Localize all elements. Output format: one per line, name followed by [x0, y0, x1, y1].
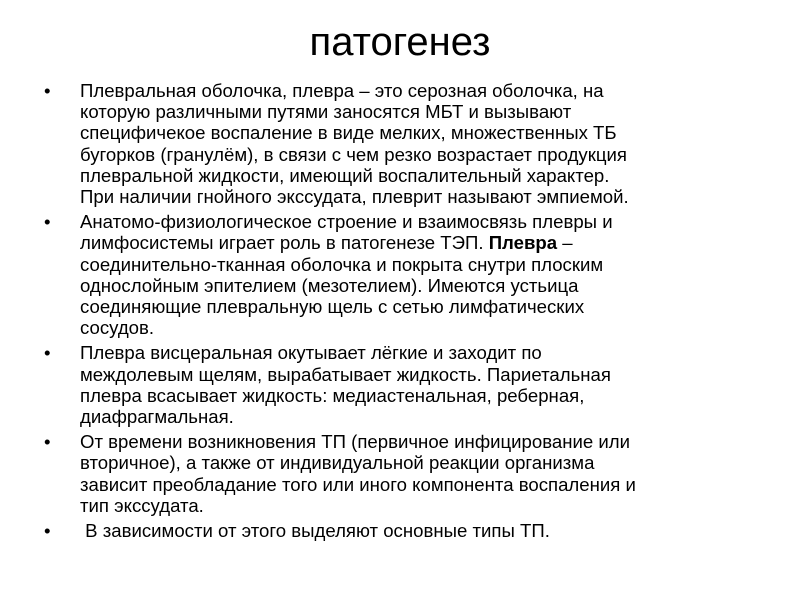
- bullet-2-line-6: сосудов.: [80, 317, 155, 339]
- bullet-1-line-4: бугорков (гранулём), в связи с чем резко возрастает продукция: [80, 143, 627, 165]
- bullet-2-line-3: соединительно-тканная оболочка и покрыта снутри плоским: [80, 253, 604, 275]
- bullet-marker: •: [44, 431, 51, 453]
- bullet-2-line-5: соединяющие плевральную щель с сетью лимфатических: [80, 296, 585, 318]
- bullet-2-line-2-dash: –: [557, 232, 573, 254]
- bullet-1-line-3: специфичекое воспаление в виде мелких, множественных ТБ: [80, 122, 617, 144]
- bullet-marker: •: [44, 342, 51, 364]
- slide-title: патогенез: [309, 20, 491, 64]
- bullet-item-4: [44, 431, 744, 516]
- bullet-4-line-3: зависит преобладание того или иного компонента воспаления и: [80, 473, 636, 495]
- bullet-3-line-2: междолевым щелям, вырабатывает жидкость. Париетальная: [80, 363, 611, 385]
- bullet-2-line-1: Анатомо-физиологическое строение и взаимосвязь плевры и: [80, 211, 613, 233]
- bullet-1-line-1: Плевральная оболочка, плевра – это серозная оболочка, на: [80, 80, 604, 101]
- bullet-list: [44, 80, 744, 545]
- bullet-2-line-2: [80, 232, 744, 253]
- bullet-4-line-1: От времени возникновения ТП (первичное инфицирование или: [80, 431, 631, 453]
- bullet-1-line-6: При наличии гнойного экссудата, плеврит называют эмпиемой.: [80, 186, 629, 208]
- bullet-1-line-5: плевральной жидкости, имеющий воспалительный характер.: [80, 164, 610, 186]
- bullet-item-2: [44, 211, 744, 338]
- bullet-marker: •: [44, 211, 51, 233]
- bullet-4-line-4: тип экссудата.: [80, 494, 204, 516]
- bullet-4-line-2: вторичное), а также от индивидуальной реакции организма: [80, 452, 595, 474]
- bullet-3-line-4: диафрагмальная.: [80, 406, 234, 428]
- bullet-marker: •: [44, 520, 51, 542]
- bold-term-plevra: Плевра: [488, 232, 558, 254]
- bullet-item-3: [44, 342, 744, 427]
- bullet-item-5: [44, 520, 744, 541]
- bullet-1-line-2: которую различными путями заносятся МБТ и вызывают: [80, 101, 572, 123]
- bullet-marker: •: [44, 80, 51, 101]
- bullet-2-line-2-text: лимфосистемы играет роль в патогенезе ТЭП.: [80, 232, 489, 254]
- bullet-item-1: [44, 80, 744, 207]
- bullet-3-line-3: плевра всасывает жидкость: медиастенальная, реберная,: [80, 384, 585, 406]
- bullet-3-line-1: Плевра висцеральная окутывает лёгкие и заходит по: [80, 342, 542, 364]
- bullet-2-line-4: однослойным эпителием (мезотелием). Имеются устьица: [80, 274, 579, 296]
- bullet-5-line-1: В зависимости от этого выделяют основные типы ТП.: [80, 520, 550, 542]
